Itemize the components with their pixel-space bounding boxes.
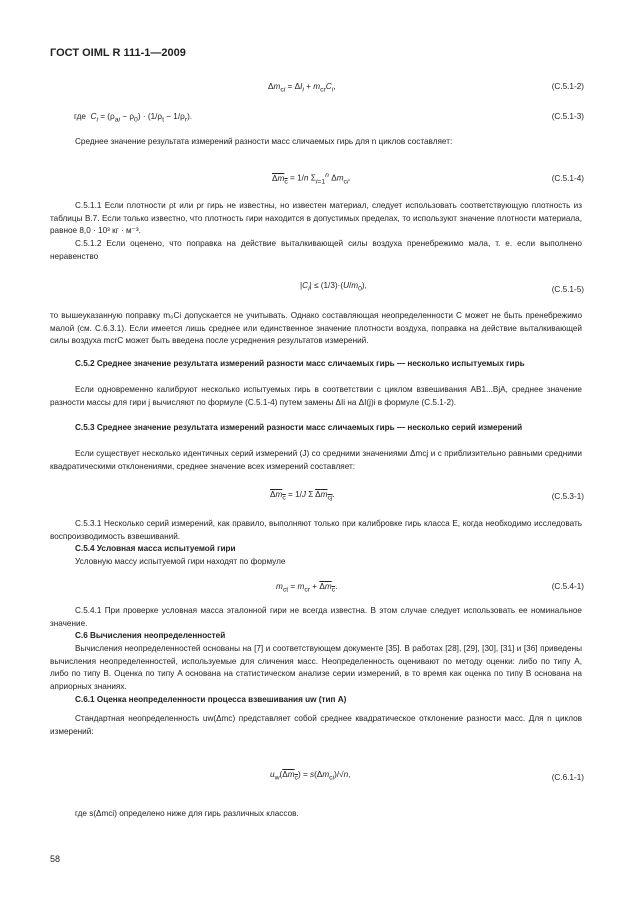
eqnum-c531: (C.5.3-1) [551,492,584,501]
paragraph-5-1-2: C.5.1.2 Если оценено, что поправка на действие выталкивающей силы воздуха пренебрежимо мала, т. е. если выполнено неравенство [50,239,582,261]
paragraph-5-4: Условную массу испытуемой гири находят по формуле [75,557,286,566]
paragraph-5-1-1: C.5.1.1 Если плотности ρt или ρr гирь не известны, но известен материал, следует использовать соответствующую плотность из таблицы B.7. Если только известно, что плотность гири находится в допустимых пределах, то используют значение плотности материала, равное 8,0 · 10³ кг · м⁻³. [50,201,582,236]
paragraph-mean: Среднее значение результата измерений разности масс сличаемых гирь для n циклов составляет: [75,137,453,146]
heading-5-2: C.5.2 Среднее значение результата измерений разности масс сличаемых гирь — несколько испытуемых гирь [75,359,525,368]
paragraph-after-5: то вышеуказанную поправку m₀Ci допускается не учитывать. Однако составляющая неопределенности C может не быть пренебрежимо малой (см. C.6.3.1). Если имеется лишь среднее или единственное значение плотности воздуха, поправка на действие выталкивающей силы воздуха mcrC может быть введена после усреднения результатов измерений. [50,311,582,346]
equation-c513: где $C_i = (\rho_{ai} - \rho_0) \cdot (1/\rho_t - 1/\rho_r)$. [74,112,193,124]
equation-c515: $|C_i| \le (1/3)\cdot(U/m_0)$, [300,281,367,293]
heading-5-4: C.5.4 Условная масса испытуемой гири [75,544,236,553]
eqnum-c513: (C.5.1-3) [551,112,584,121]
paragraph-5-2: Если одновременно калибруют несколько испытуемых гирь в соответствии с циклом взвешивания AB1...BjA, среднее значение разности массы для гири j вычисляют по формуле (C.5.1-4) путем замены ΔIi на ΔI(j)i в формуле (C.5.1-2). [50,385,582,407]
page-header: ГОСТ OIML R 111-1—2009 [50,47,186,59]
equation-c514: $\Delta m_c = 1/n$ $\Sigma_{i=1}^n$ $\Delta m_{ci}$. [272,172,351,186]
paragraph-5-3-1: C.5.3.1 Несколько серий измерений, как правило, выполняют только при калибровке гирь класса E, когда необходимо исследовать воспроизводимость взвешиваний. [50,519,582,541]
equation-c611: $u_w(\Delta m_c) = s(\Delta m_{ci})/√n$, [270,770,351,782]
equation-c531: $\Delta m_c = 1/J$ Σ $\Delta m_{cj}$. [270,490,335,502]
eqnum-c541: (C.5.4-1) [551,582,584,591]
equation-c512: $\Delta m_{ci} = \Delta I_i + m_{cr}C_i$, [268,82,336,94]
heading-6: C.6 Вычисления неопределенностей [75,631,226,640]
eqnum-c514: (C.5.1-4) [551,174,584,183]
paragraph-5-3: Если существует несколько идентичных серий измерений (J) со средними значениями Δmcj и с приблизительно равными средними квадратическими отклонениями, среднее значение всех измерений составляет: [50,449,582,471]
eqnum-c512: (C.5.1-2) [551,82,584,91]
paragraph-last: где s(Δmci) определено ниже для гирь различных классов. [75,809,299,818]
paragraph-6: Вычисления неопределенностей основаны на [7] и соответствующем документе [35]. В работах [28], [29], [30], [31] и [36] приведены вычисления неопределенностей, используемые для сличения масс. Неопределенность оценивают по методу оценки: либо по типу A, либо по типу B. Оценка по типу A основана на статистическом анализе серии измерений, в то время как оценка по типу B основана на априорных знаниях. [50,644,582,691]
page-number: 58 [50,854,61,864]
paragraph-6-1: Стандартная неопределенность uw(Δmc) представляет собой среднее квадратическое отклонение разности масс. Для n циклов измерений: [50,714,582,736]
paragraph-5-4-1: C.5.4.1 При проверке условная масса эталонной гири не всегда известна. В этом случае следует использовать ее номинальное значение. [50,606,582,628]
equation-c541: $m_{ct} = m_{cr} + \Delta m_c$. [276,582,338,594]
where-label: где [74,112,86,121]
heading-5-3: C.5.3 Среднее значение результата измерений разности масс сличаемых гирь — несколько серий измерений [75,423,523,432]
eqnum-c611: (C.6.1-1) [551,773,584,782]
heading-6-1: C.6.1 Оценка неопределенности процесса взвешивания uw (тип A) [75,695,347,704]
eqnum-c515: (C.5.1-5) [551,285,584,294]
